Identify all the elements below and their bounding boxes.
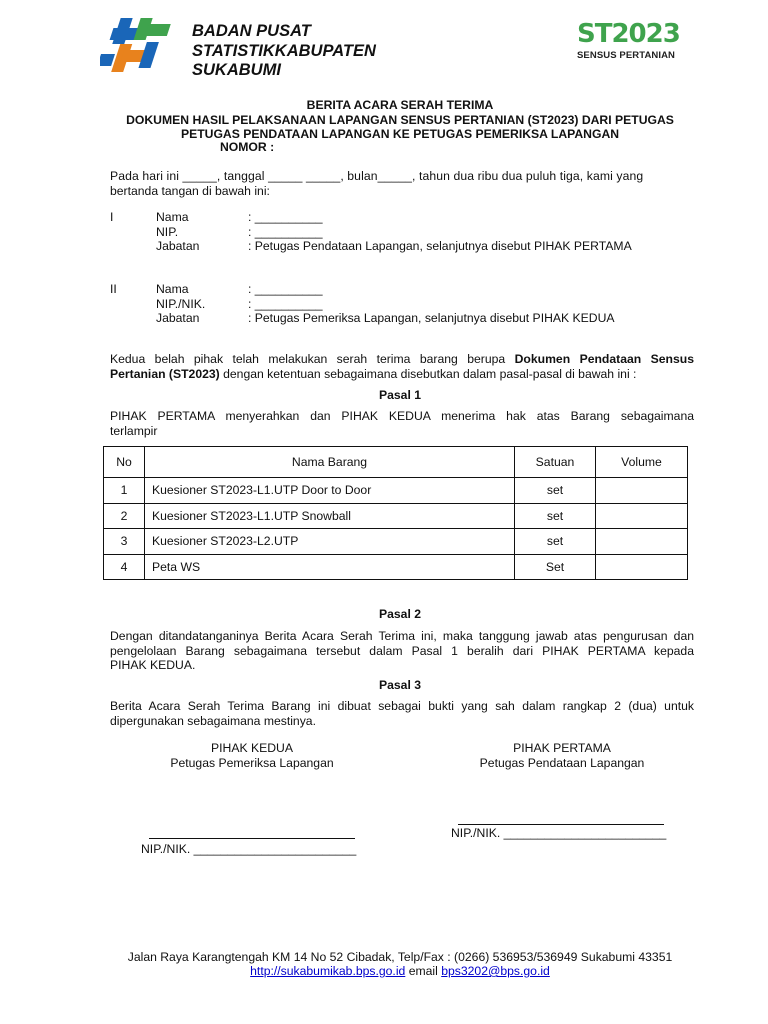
header-volume: Volume bbox=[596, 447, 688, 478]
row-item-name: Kuesioner ST2023-L2.UTP bbox=[145, 529, 515, 555]
agreement-text-2: dengan ketentuan sebagaimana disebutkan dalam pasal-pasal di bawah ini : bbox=[219, 366, 637, 381]
title-line-2: DOKUMEN HASIL PELAKSANAAN LAPANGAN SENSUS PERTANIAN (ST2023) DARI PETUGAS bbox=[126, 112, 674, 127]
table-row bbox=[104, 554, 688, 580]
row-no: 1 bbox=[104, 478, 145, 504]
signature-right-title: PIHAK PERTAMA bbox=[513, 741, 611, 755]
email-label: email bbox=[408, 964, 438, 978]
party-2-nip-value: : __________ bbox=[248, 296, 323, 311]
agreement-text-1: Kedua belah pihak telah melakukan serah terima barang berupa bbox=[110, 352, 515, 366]
agreement-paragraph bbox=[110, 352, 694, 381]
pasal-2-heading: Pasal 2 bbox=[378, 607, 421, 621]
party-1-name-value: : __________ bbox=[248, 210, 323, 224]
pasal-2-line-3: PIHAK KEDUA. bbox=[110, 658, 196, 672]
row-item-name: Kuesioner ST2023-L1.UTP Snowball bbox=[145, 503, 515, 529]
signature-left-title: PIHAK KEDUA bbox=[211, 741, 293, 755]
row-unit: set bbox=[515, 529, 596, 555]
agency-line-1: BADAN PUSAT bbox=[192, 22, 311, 40]
intro-paragraph bbox=[110, 169, 694, 198]
pasal-1-line-1: PIHAK PERTAMA menyerahkan dan PIHAK KEDUA menerima hak atas Barang sebagaimana bbox=[110, 409, 694, 423]
pasal-2-line-2: pengelolaan Barang sebagaimana tersebut dalam Pasal 1 beralih dari PIHAK PERTAMA kepada bbox=[110, 643, 694, 658]
intro-line-1: Pada hari ini _____, tanggal _____ _____, bulan_____, tahun dua ribu dua puluh tiga, kami yang bbox=[110, 169, 644, 183]
header-unit: Satuan bbox=[515, 447, 596, 478]
party-1-job-value: : Petugas Pendataan Lapangan, selanjutnya disebut PIHAK PERTAMA bbox=[248, 239, 632, 253]
signature-right bbox=[452, 741, 672, 770]
table-row bbox=[104, 529, 688, 555]
website-link[interactable]: http://sukabumikab.bps.go.id bbox=[250, 964, 406, 978]
signature-left bbox=[142, 741, 362, 770]
pasal-3-line-2: dipergunakan sebagaimana mestinya. bbox=[110, 713, 316, 728]
pasal-1-line-2: terlampir bbox=[110, 423, 158, 438]
pasal-3-paragraph bbox=[110, 699, 694, 728]
row-volume bbox=[596, 503, 688, 529]
party-2-nip-label: NIP./NIK. bbox=[156, 296, 206, 311]
signature-right-line bbox=[458, 824, 664, 825]
party-2-name-label: Nama bbox=[156, 282, 189, 296]
row-unit: set bbox=[515, 478, 596, 504]
party-1-nip-label: NIP. bbox=[156, 224, 179, 239]
header-item-name: Nama Barang bbox=[145, 447, 515, 478]
table-row bbox=[104, 478, 688, 504]
signature-left-role: Petugas Pemeriksa Lapangan bbox=[170, 755, 334, 770]
pasal-3-heading: Pasal 3 bbox=[378, 678, 421, 692]
document-number-label: NOMOR : bbox=[220, 140, 275, 154]
agreement-doc-name-1: Dokumen Pendataan Sensus bbox=[514, 352, 694, 366]
footer-address: Jalan Raya Karangtengah KM 14 No 52 Cibadak, Telp/Fax : (0266) 536953/536949 Sukabumi 43351 bbox=[127, 950, 673, 964]
title-line-3: PETUGAS PENDATAAN LAPANGAN KE PETUGAS PEMERIKSA LAPANGAN bbox=[180, 127, 620, 141]
table-header-row bbox=[104, 447, 688, 478]
agency-line-2: STATISTIKKABUPATEN bbox=[192, 41, 376, 60]
party-1-name-label: Nama bbox=[156, 210, 189, 224]
pasal-2-line-1: Dengan ditandatanganinya Berita Acara Serah Terima ini, maka tanggung jawab atas pengurusan dan bbox=[110, 629, 694, 643]
row-unit: Set bbox=[515, 554, 596, 580]
row-no: 4 bbox=[104, 554, 145, 580]
row-volume bbox=[596, 554, 688, 580]
row-volume bbox=[596, 478, 688, 504]
pasal-3-line-1: Berita Acara Serah Terima Barang ini dibuat sebagai bukti yang sah dalam rangkap 2 (dua) untuk bbox=[110, 699, 694, 713]
st2023-subtitle: SENSUS PERTANIAN bbox=[577, 50, 676, 61]
party-2-job-value: : Petugas Pemeriksa Lapangan, selanjutnya disebut PIHAK KEDUA bbox=[248, 311, 615, 325]
pasal-2-paragraph bbox=[110, 629, 694, 673]
intro-line-2: bertanda tangan di bawah ini: bbox=[110, 183, 270, 198]
bps-logo bbox=[100, 14, 190, 78]
agreement-line-1 bbox=[110, 352, 694, 367]
document-title bbox=[100, 98, 700, 142]
party-1-values bbox=[248, 210, 632, 254]
st2023-mark: ST2023 bbox=[577, 19, 680, 49]
agency-line-3: SUKABUMI bbox=[192, 61, 281, 79]
bps-logo-icon bbox=[100, 14, 190, 78]
party-2-job-label: Jabatan bbox=[156, 311, 200, 325]
party-2-name-value: : __________ bbox=[248, 282, 323, 296]
email-link[interactable]: bps3202@bps.go.id bbox=[441, 964, 550, 978]
signature-right-nip: NIP./NIK. ________________________ bbox=[451, 826, 667, 840]
row-volume bbox=[596, 529, 688, 555]
party-1-labels bbox=[156, 210, 199, 254]
party-2-number: II bbox=[110, 282, 117, 296]
agreement-doc-name-2: Pertanian (ST2023) bbox=[110, 366, 220, 381]
header-no: No bbox=[104, 447, 145, 478]
row-item-name: Peta WS bbox=[145, 554, 515, 580]
row-no: 2 bbox=[104, 503, 145, 529]
footer-contact bbox=[80, 964, 720, 979]
party-1-nip-value: : __________ bbox=[248, 224, 323, 239]
st2023-logo bbox=[577, 20, 689, 61]
items-table bbox=[103, 446, 688, 580]
row-item-name: Kuesioner ST2023-L1.UTP Door to Door bbox=[145, 478, 515, 504]
party-1-job-label: Jabatan bbox=[156, 239, 200, 253]
agency-name bbox=[192, 22, 376, 81]
party-1-number: I bbox=[110, 210, 114, 224]
signature-left-nip: NIP./NIK. ________________________ bbox=[141, 842, 357, 856]
party-2-values bbox=[248, 282, 615, 326]
row-no: 3 bbox=[104, 529, 145, 555]
pasal-1-heading: Pasal 1 bbox=[378, 388, 421, 402]
pasal-1-paragraph bbox=[110, 409, 694, 438]
table-row bbox=[104, 503, 688, 529]
signature-left-line bbox=[149, 838, 355, 839]
party-2-labels bbox=[156, 282, 205, 326]
agreement-line-2 bbox=[110, 367, 694, 382]
title-line-1: BERITA ACARA SERAH TERIMA bbox=[306, 98, 494, 112]
signature-right-role: Petugas Pendataan Lapangan bbox=[479, 755, 645, 770]
row-unit: set bbox=[515, 503, 596, 529]
